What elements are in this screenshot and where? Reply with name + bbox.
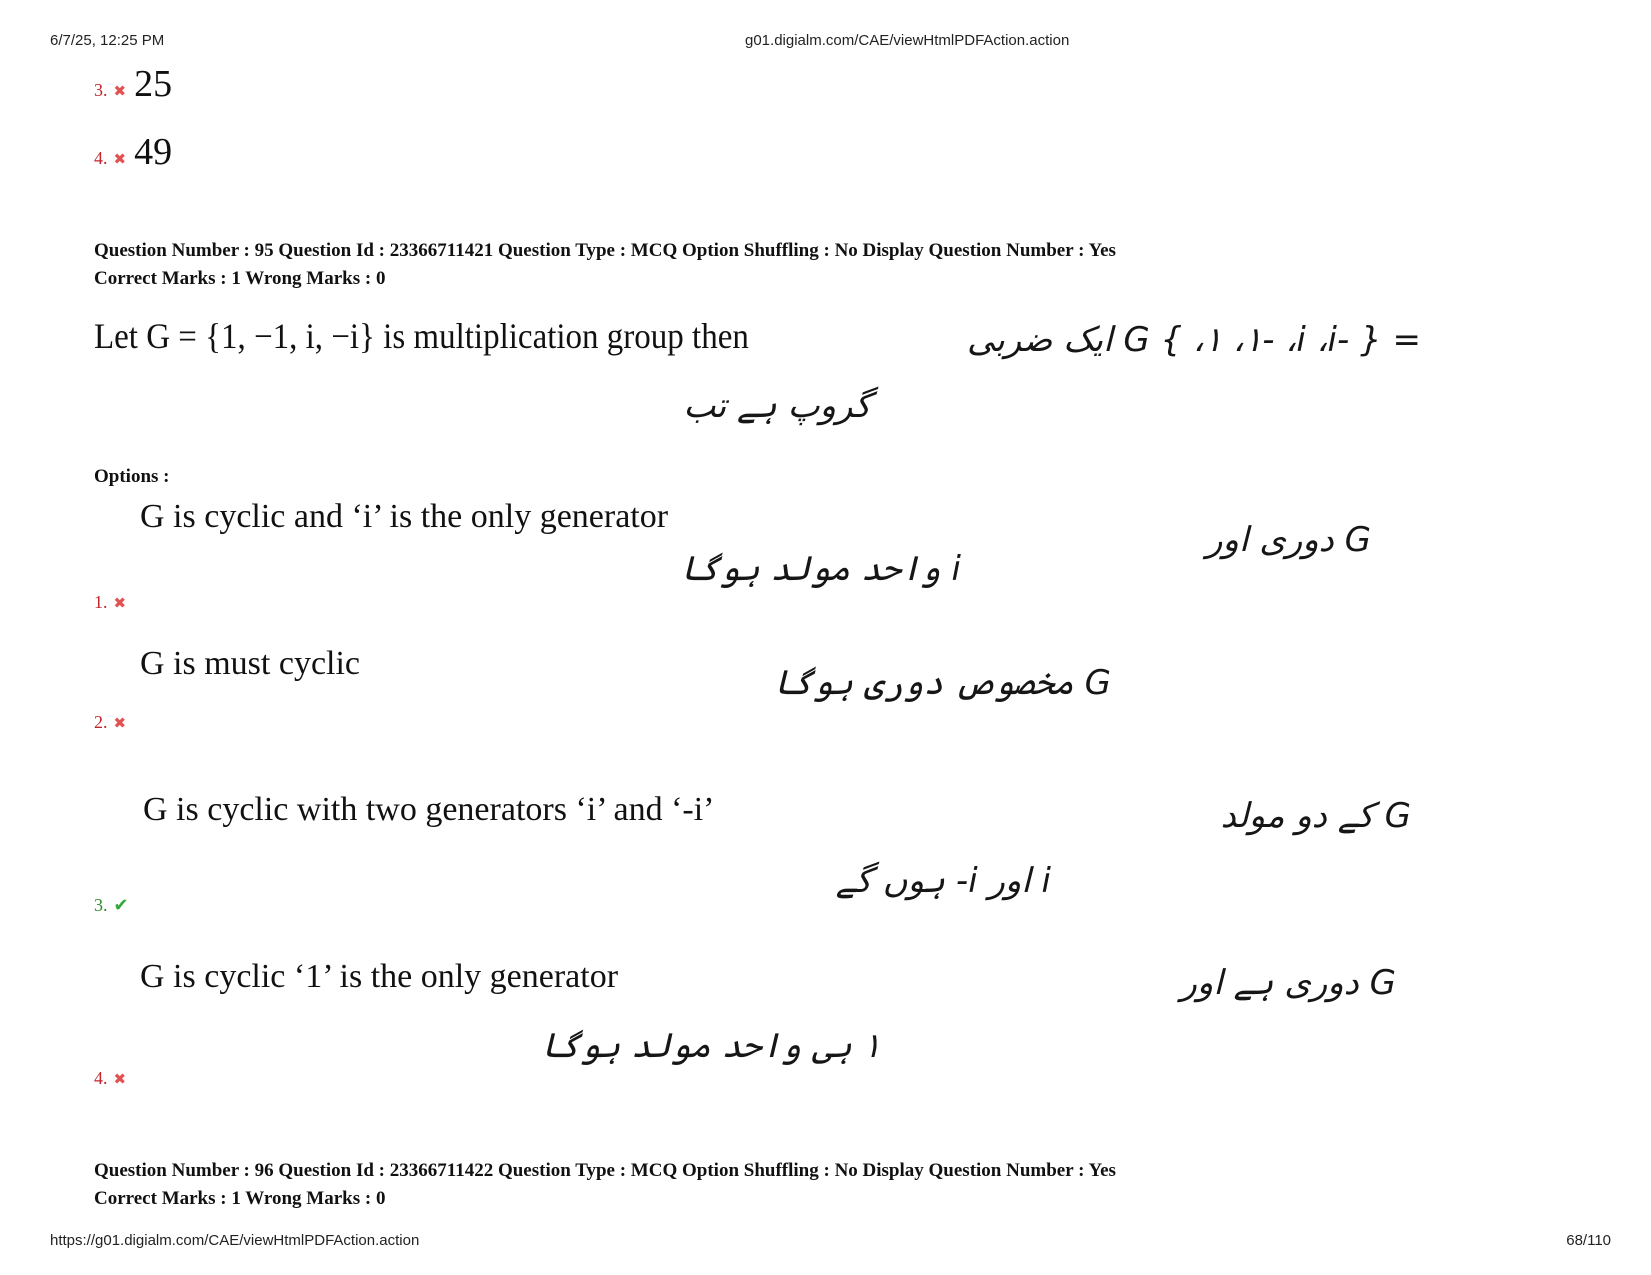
correct-check-icon: ✔ — [113, 895, 129, 915]
option-number: 1. — [94, 592, 108, 612]
option-value: 49 — [134, 131, 173, 173]
option-3-english: G is cyclic with two generators ‘i’ and ‘-i’ — [143, 791, 715, 828]
option-4-urdu-top: G دوری ہے اور — [1180, 963, 1396, 1003]
option-3-number-row — [94, 895, 129, 916]
option-number: 3. — [94, 80, 108, 100]
option-4-urdu-bottom: ۱ ہی واحد مولد ہوگا — [540, 1026, 881, 1066]
option-number: 4. — [94, 148, 108, 168]
print-page-count: 68/110 — [1566, 1232, 1611, 1249]
print-url-title: g01.digialm.com/CAE/viewHtmlPDFAction.action — [745, 32, 1070, 49]
question-95-meta: Question Number : 95 Question Id : 23366711421 Question Type : MCQ Option Shuffling : No Display Question Number : Yes — [94, 240, 1116, 261]
wrong-mark-icon: ✖ — [113, 716, 127, 732]
option-3-urdu-bottom: i اور i- ہوں گے — [835, 861, 1051, 901]
option-1-urdu-top: G دوری اور — [1206, 520, 1371, 560]
option-4-number-row — [94, 1068, 126, 1089]
print-footer-url: https://g01.digialm.com/CAE/viewHtmlPDFAction.action — [50, 1232, 420, 1249]
option-value: 25 — [134, 63, 173, 105]
question-96-meta: Question Number : 96 Question Id : 23366711422 Question Type : MCQ Option Shuffling : No Display Question Number : Yes — [94, 1160, 1116, 1181]
prev-option-4 — [94, 130, 172, 174]
options-label: Options : — [94, 466, 170, 487]
option-4-english: G is cyclic ‘1’ is the only generator — [140, 958, 619, 995]
question-stem-english: Let G = {1, −1, i, −i} is multiplication group then — [94, 318, 749, 357]
prev-option-3 — [94, 62, 172, 106]
wrong-mark-icon: ✖ — [113, 152, 127, 168]
option-number: 3. — [94, 895, 108, 915]
question-95-marks: Correct Marks : 1 Wrong Marks : 0 — [94, 268, 386, 289]
wrong-mark-icon: ✖ — [113, 596, 127, 612]
print-datetime: 6/7/25, 12:25 PM — [50, 32, 165, 49]
option-2-number-row — [94, 712, 126, 733]
question-96-marks: Correct Marks : 1 Wrong Marks : 0 — [94, 1188, 386, 1209]
option-number: 4. — [94, 1068, 108, 1088]
option-1-number-row — [94, 592, 126, 613]
option-3-urdu-top: G کے دو مولد — [1220, 796, 1411, 836]
option-1-english: G is cyclic and ‘i’ is the only generator — [140, 498, 669, 535]
option-2-urdu: G مخصوص دوری ہوگا — [773, 663, 1111, 703]
question-stem-urdu-line1: = G { ،۱ ،۱- ،i ،i- } ایک ضربی — [967, 320, 1421, 360]
wrong-mark-icon: ✖ — [113, 1072, 127, 1088]
wrong-mark-icon: ✖ — [113, 84, 127, 100]
option-number: 2. — [94, 712, 108, 732]
option-2-english: G is must cyclic — [140, 645, 361, 682]
option-1-urdu-bottom: i واحد مولد ہوگا — [680, 549, 961, 589]
question-stem-urdu-line2: گروپ ہے تب — [683, 386, 871, 426]
